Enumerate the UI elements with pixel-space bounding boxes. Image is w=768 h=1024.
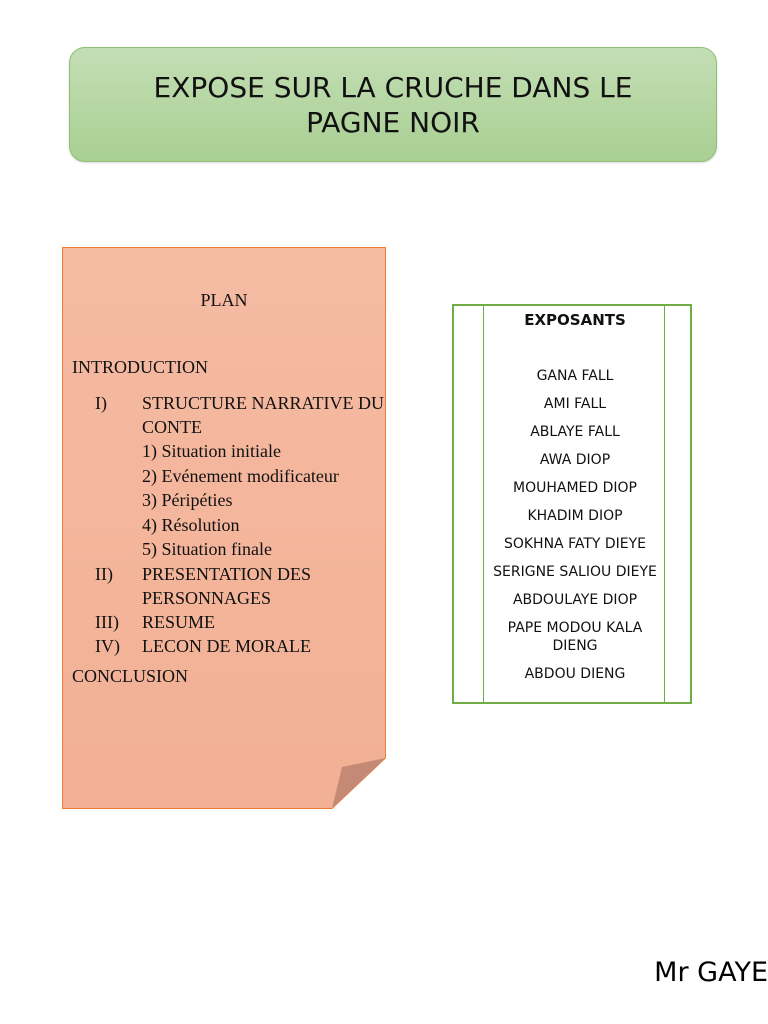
section-title: STRUCTURE NARRATIVE DU CONTE [142, 393, 385, 437]
plan-conclusion: CONCLUSION [72, 666, 189, 686]
exposants-table [452, 304, 692, 704]
plan-sections [95, 391, 385, 658]
exposant-name: SERIGNE SALIOU DIEYE [493, 564, 657, 580]
section-number: II) [95, 563, 113, 584]
plan-section [95, 391, 385, 562]
section-number: IV) [95, 635, 120, 656]
exposant-name: KHADIM DIOP [527, 508, 623, 524]
section-number: III) [95, 611, 119, 632]
section-text-block [142, 634, 385, 658]
subsection-item: 3) Péripéties [142, 490, 233, 510]
document-title: EXPOSE SUR LA CRUCHE DANS LE PAGNE NOIR [153, 70, 633, 139]
author-name: Mr GAYE [654, 957, 768, 988]
exposant-name: ABLAYE FALL [530, 424, 620, 440]
plan-heading: PLAN [200, 290, 248, 310]
plan-section [95, 610, 385, 634]
exposant-name: AMI FALL [543, 396, 607, 412]
section-text-block [142, 610, 385, 634]
exposant-name: ABDOU DIENG [524, 666, 626, 682]
section-text-block [142, 562, 385, 610]
exposants-heading: EXPOSANTS [524, 311, 626, 329]
section-title: LECON DE MORALE [142, 635, 311, 656]
subsection-item: 1) Situation initiale [142, 441, 281, 461]
title-banner [69, 47, 717, 162]
exposant-name: GANA FALL [536, 368, 614, 384]
section-title: RESUME [142, 611, 216, 632]
plan-section [95, 634, 385, 658]
subsection-item: 2) Evénement modificateur [142, 465, 339, 486]
plan-note [62, 247, 386, 809]
exposant-name: SOKHNA FATY DIEYE [503, 536, 647, 552]
exposant-name: ABDOULAYE DIOP [512, 592, 638, 608]
exposant-name: PAPE MODOU KALA DIENG [507, 620, 643, 654]
plan-section [95, 562, 385, 610]
section-number: I) [95, 393, 107, 413]
exposant-name: MOUHAMED DIOP [513, 480, 637, 496]
subsection-item: 5) Situation finale [142, 539, 272, 559]
exposants-column [485, 306, 665, 693]
section-title: PRESENTATION DES PERSONNAGES [142, 563, 312, 608]
exposant-name: AWA DIOP [539, 452, 611, 468]
plan-introduction: INTRODUCTION [72, 357, 208, 377]
section-text-block [142, 391, 385, 562]
subsection-item: 4) Résolution [142, 514, 240, 535]
table-divider [483, 306, 484, 702]
